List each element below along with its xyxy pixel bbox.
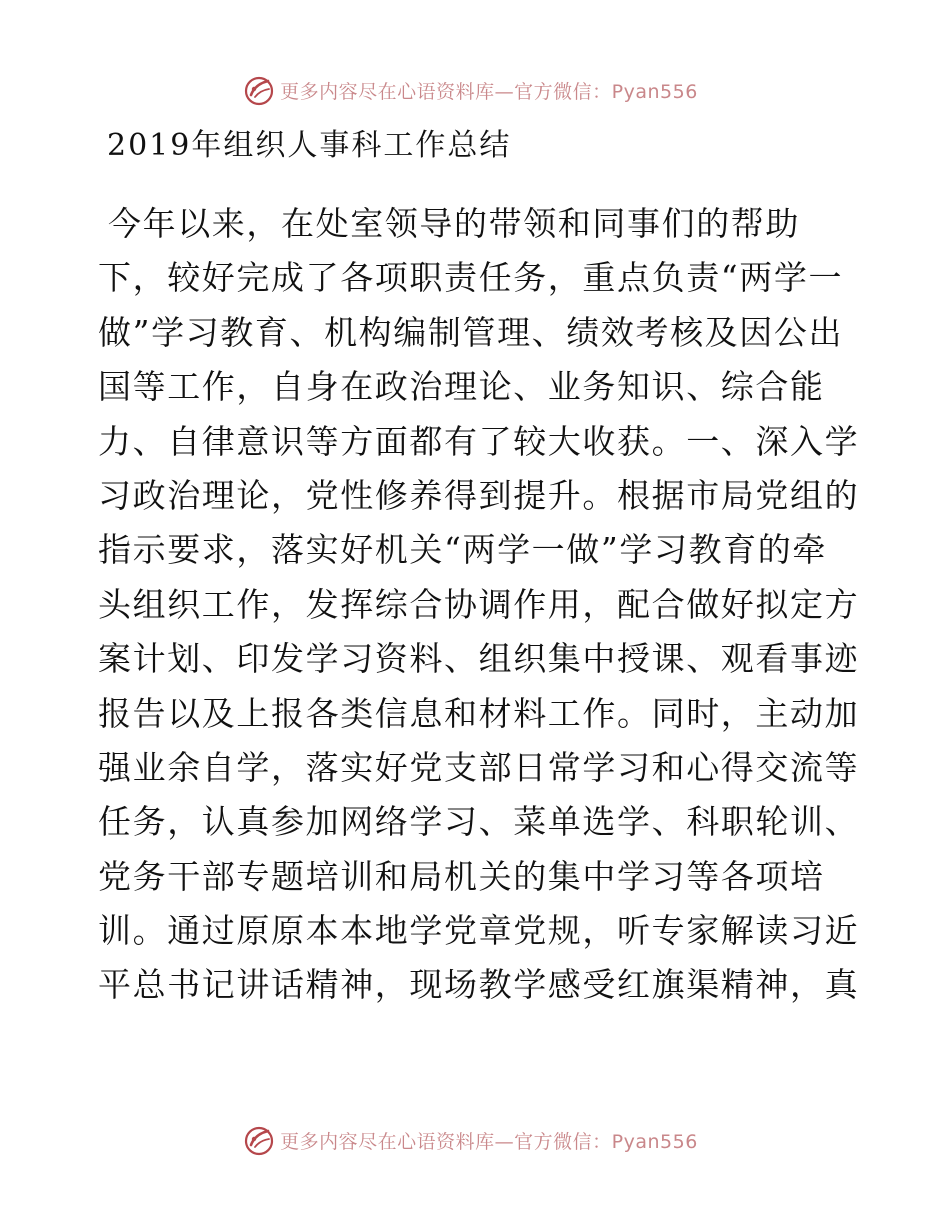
body-line: 下，较好完成了各项职责任务，重点负责“两学一 [98,258,844,298]
banner-text: 更多内容尽在心语资料库—官方微信：Pyan556 [280,80,698,103]
body-line: 习政治理论，党性修养得到提升。根据市局党组的 [98,475,860,515]
body-line: 力、自律意识等方面都有了较大收获。一、深入学 [98,421,860,461]
body-line: 平总书记讲话精神，现场教学感受红旗渠精神，真 [98,965,860,1005]
footer-banner [0,1118,950,1162]
wechat-id: Pyan556 [611,1130,698,1153]
body-line: 指示要求，落实好机关“两学一做”学习教育的牵 [98,530,827,570]
body-line: 今年以来，在处室领导的带领和同事们的帮助 [108,204,800,243]
body-line: 案计划、印发学习资料、组织集中授课、观看事迹 [98,639,860,679]
body-line: 党务干部专题培训和局机关的集中学习等各项培 [98,856,825,896]
body-line: 任务，认真参加网络学习、菜单选学、科职轮训、 [98,802,860,842]
banner-text: 更多内容尽在心语资料库—官方微信：Pyan556 [280,1130,698,1153]
body-line: 强业余自学，落实好党支部日常学习和心得交流等 [98,747,860,787]
body-line: 国等工作，自身在政治理论、业务知识、综合能 [98,367,825,407]
body-line: 训。通过原原本本地学党章党规，听专家解读习近 [98,911,860,951]
signature-seal-icon [242,1123,276,1157]
header-banner [0,68,950,112]
body-line: 报告以及上报各类信息和材料工作。同时，主动加 [98,693,860,733]
body-line: 做”学习教育、机构编制管理、绩效考核及因公出 [98,312,844,352]
wechat-id: Pyan556 [611,80,698,103]
document-body [98,197,858,1013]
body-line: 头组织工作，发挥综合协调作用，配合做好拟定方 [98,584,860,624]
document-title: 2019年组织人事科工作总结 [107,128,512,163]
signature-seal-icon [242,73,276,107]
